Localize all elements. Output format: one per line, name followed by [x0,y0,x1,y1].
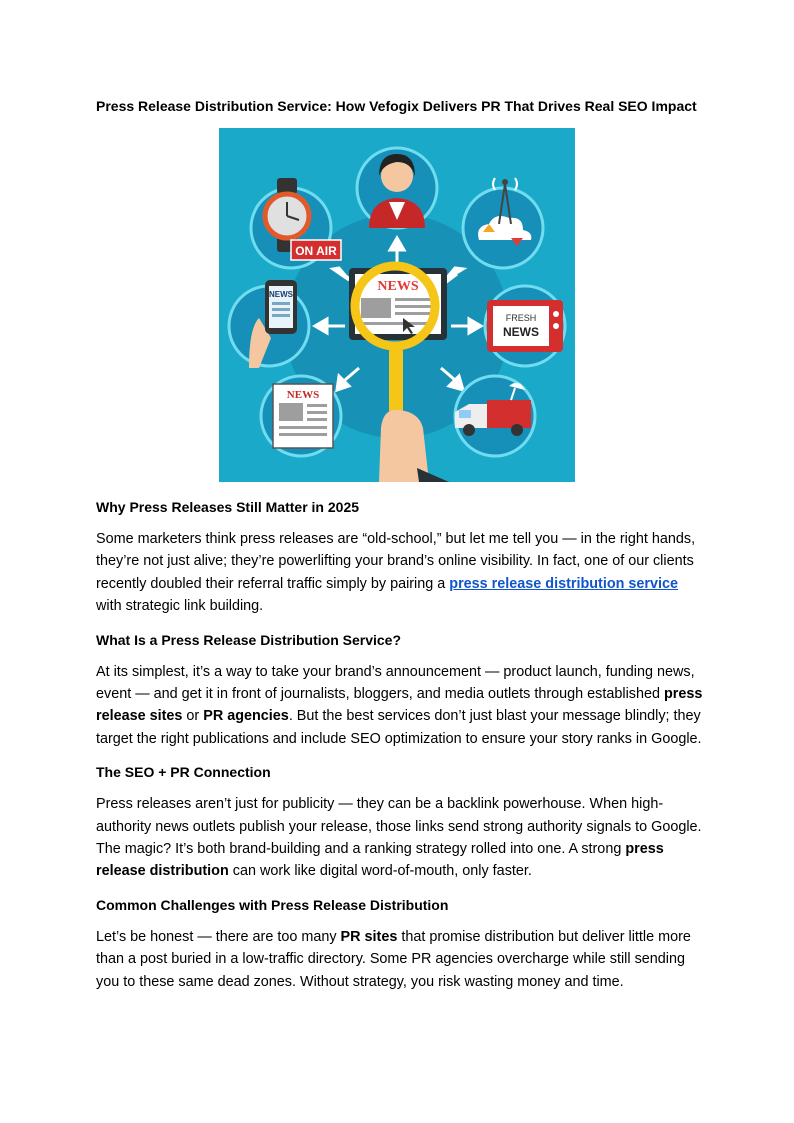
section-heading-challenges: Common Challenges with Press Release Distribution [96,896,449,913]
tv-news-icon [487,300,563,352]
monitor-news-label: NEWS [377,279,419,294]
phone-news-label: NEWS [269,290,293,299]
paragraph-challenges [96,926,706,993]
bold-press-release-distribution: press release distribution [96,841,664,880]
document-title: Press Release Distribution Service: How Vefogix Delivers PR That Drives Real SEO Impact [96,98,697,114]
on-air-sign [291,240,341,260]
paragraph-seo-pr-text-2: can work like digital word-of-mouth, only faster. [228,863,532,880]
section-heading-seo-pr: The SEO + PR Connection [96,764,271,781]
document-page [96,95,706,1004]
paragraph-why [96,528,706,618]
press-release-distribution-link[interactable]: press release distribution service [449,575,679,592]
newspaper-label: NEWS [286,389,320,401]
paragraph-why-text-end: with strategic link building. [96,598,264,615]
bold-pr-agencies: PR agencies [203,708,289,725]
paragraph-what-text-3: . But the best services don’t just blast your message blindly; they target the right publications and include SEO optimization to ensure your story ranks in Google. [96,708,702,747]
paragraph-why-text: Some marketers think press releases are “old-school,” but let me tell you — in the right hands, they’re not just alive; they’re powerlifting your brand’s online visibility. In fact, one of our clients recently doubled their referral traffic simply by pairing a [96,531,696,592]
fresh-label: FRESH [505,313,537,323]
bold-press-release-sites: press release sites [96,686,703,725]
on-air-label: ON AIR [295,244,337,258]
bold-pr-sites: PR sites [340,928,398,945]
paragraph-what-text-1: At its simplest, it’s a way to take your brand’s announcement — product launch, funding news, event — and get it in front of journalists, bloggers, and media outlets through established [96,663,695,703]
newspaper-icon [273,384,333,448]
section-heading-what: What Is a Press Release Distribution Service? [96,631,402,648]
paragraph-what [96,661,706,751]
press-distribution-illustration [219,128,575,482]
fresh-news-label: NEWS [503,325,539,339]
section-heading-why: Why Press Releases Still Matter in 2025 [96,499,360,515]
paragraph-challenges-text-1: Let’s be honest — there are too many [96,928,341,945]
paragraph-seo-pr-text-1: Press releases aren’t just for publicity — they can be a backlink powerhouse. When high-authority news outlets publish your release, those links send strong authority signals to Google. The magic? It’s both brand-building and a ranking strategy rolled into one. A strong [96,796,702,858]
paragraph-what-text-2: or [182,708,204,725]
paragraph-challenges-text-2: that promise distribution but deliver little more than a post buried in a low-traffic directory. Some PR agencies overcharge while still sending you to these same dead zones. Without strategy, you risk wasting money and time. [96,928,691,990]
paragraph-seo-pr [96,793,706,883]
